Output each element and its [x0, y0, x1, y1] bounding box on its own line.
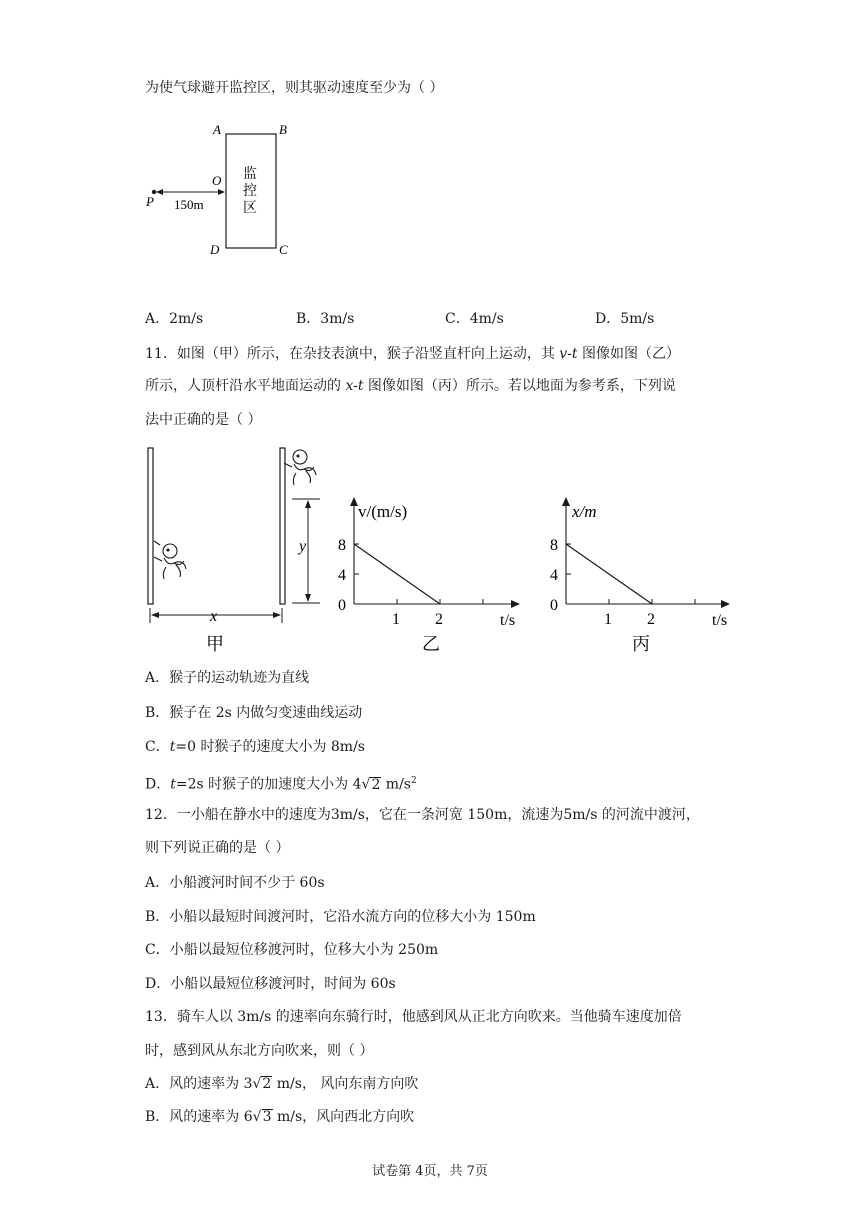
- bing-y-axis-title: x/m: [572, 502, 597, 521]
- q12-option-c[interactable]: C．小船以最短位移渡河时，位移大小为 250m: [145, 942, 439, 958]
- label-O: O: [212, 173, 222, 188]
- pole-right: [280, 448, 285, 604]
- caption-bing: 丙: [632, 634, 650, 654]
- bing-tick-1: 1: [604, 611, 612, 628]
- zone-label-3: 区: [243, 201, 257, 216]
- q11-figure-bing-chart: [540, 490, 750, 660]
- q13-option-a[interactable]: A．风的速率为 3√2 m/s， 风向东南方向吹: [145, 1076, 419, 1092]
- bing-series-line: [566, 544, 652, 604]
- q11-stem-line-3: 法中正确的是（ ）: [145, 412, 262, 428]
- q10-stem-tail: 为使气球避开监控区，则其驱动速度至少为（ ）: [145, 80, 444, 96]
- monkey-icon-top: [284, 450, 316, 485]
- q11-option-a[interactable]: A．猴子的运动轨迹为直线: [145, 670, 310, 686]
- x-label: x: [210, 608, 218, 625]
- q11-option-c[interactable]: C．t=0 时猴子的速度大小为 8m/s: [145, 739, 365, 755]
- yi-x-axis-title: t/s: [500, 612, 516, 629]
- pole-left: [148, 448, 153, 604]
- q11-figure-jia: [140, 445, 340, 660]
- q12-option-b[interactable]: B．小船以最短时间渡河时，它沿水流方向的位移大小为 150m: [145, 909, 536, 925]
- q11-stem-line-1: 11．如图（甲）所示，在杂技表演中，猴子沿竖直杆向上运动，其 v-t 图像如图（乙）: [145, 346, 680, 362]
- zone-label-2: 控: [243, 184, 257, 199]
- q13-stem-line-2: 时，感到风从东北方向吹来，则（ ）: [145, 1043, 374, 1059]
- q11-stem-line-2: 所示，人顶杆沿水平地面运动的 x-t 图像如图（丙）所示。若以地面为参考系，下列说: [145, 378, 676, 394]
- label-D: D: [210, 242, 220, 257]
- q10-option-a[interactable]: A．2m/s: [145, 311, 204, 327]
- caption-jia: 甲: [206, 634, 224, 654]
- label-P: P: [146, 194, 154, 209]
- q13-stem-line-1: 13．骑车人以 3m/s 的速率向东骑行时，他感到风从正北方向吹来。当他骑车速度加倍: [145, 1009, 682, 1025]
- label-C: C: [279, 242, 288, 257]
- q12-stem-line-1: 12．一小船在静水中的速度为3m/s，它在一条河宽 150m，流速为5m/s 的河流中渡河，: [145, 807, 700, 823]
- yi-y-axis-title: v/(m/s): [358, 502, 408, 521]
- bing-tick-8: 8: [550, 537, 558, 554]
- zone-label-1: 监: [243, 167, 257, 182]
- q12-stem-line-2: 则下列说正确的是（ ）: [145, 840, 290, 856]
- bing-tick-4: 4: [550, 567, 558, 584]
- bing-tick-0: 0: [550, 597, 558, 614]
- q10-option-b[interactable]: B．3m/s: [296, 311, 355, 327]
- q11-option-d[interactable]: D．t=2s 时猴子的加速度大小为 4√2 $m/s^2$: [145, 776, 417, 793]
- q12-option-a[interactable]: A．小船渡河时间不少于 60s: [145, 875, 325, 891]
- yi-tick-8: 8: [338, 537, 346, 554]
- bing-tick-2: 2: [647, 611, 655, 628]
- caption-yi: 乙: [422, 634, 440, 654]
- q10-option-c[interactable]: C．4m/s: [445, 311, 504, 327]
- label-A: A: [213, 122, 221, 137]
- q10-monitor-zone-figure: [140, 118, 310, 263]
- yi-series-line: [354, 544, 440, 604]
- y-label: y: [299, 538, 307, 555]
- yi-tick-2: 2: [435, 611, 443, 628]
- point-P: [152, 190, 156, 194]
- yi-tick-4: 4: [338, 567, 346, 584]
- distance-label: 150m: [174, 197, 204, 212]
- q11-figure-yi-chart: [330, 490, 530, 660]
- bing-x-axis-title: t/s: [712, 612, 728, 629]
- q13-option-b[interactable]: B．风的速率为 6√3 m/s，风向西北方向吹: [145, 1109, 415, 1125]
- yi-tick-0: 0: [338, 597, 346, 614]
- monkey-icon-bottom: [154, 541, 186, 579]
- label-B: B: [279, 122, 287, 137]
- q11-option-b[interactable]: B．猴子在 2s 内做匀变速曲线运动: [145, 705, 363, 721]
- yi-tick-1: 1: [392, 611, 400, 628]
- q12-option-d[interactable]: D．小船以最短位移渡河时，时间为 60s: [145, 976, 396, 992]
- page-footer: 试卷第 4页，共 7页: [372, 1164, 488, 1179]
- q10-option-d[interactable]: D．5m/s: [595, 311, 655, 327]
